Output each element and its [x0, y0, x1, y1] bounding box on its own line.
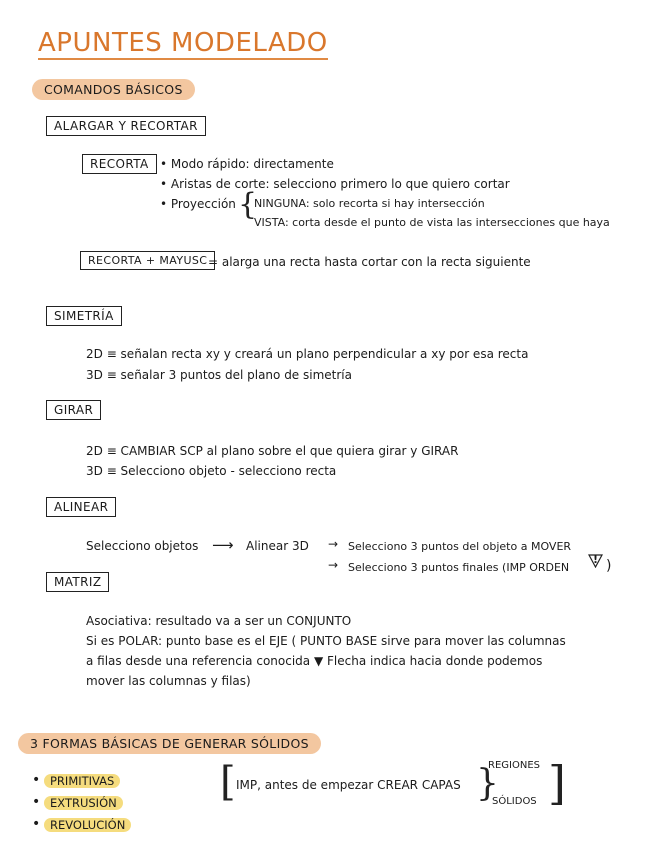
recorta-mayusc-box: RECORTA + MAYUSC [80, 251, 215, 270]
recorta-bullet-1: • Modo rápido: directamente [160, 157, 334, 171]
header-matriz: MATRIZ [46, 572, 109, 592]
regiones-label: REGIONES [488, 760, 540, 771]
matriz-mover: mover las columnas y filas) [86, 674, 251, 688]
alinear-close-paren: ) [606, 558, 612, 574]
proyeccion-ninguna: NINGUNA: solo recorta si hay intersección [254, 197, 485, 210]
header-alinear: ALINEAR [46, 497, 116, 517]
bullet-icon: • [32, 816, 41, 832]
right-brace: } [476, 763, 499, 804]
bullet-icon: • [32, 794, 41, 810]
matriz-polar: Si es POLAR: punto base es el EJE ( PUNTO BASE sirve para mover las columnas [86, 634, 566, 648]
right-bracket: ] [548, 756, 566, 810]
left-bracket: [ [220, 759, 236, 805]
recorta-bullet-3: • Proyección [160, 197, 236, 211]
section-label-solidos: 3 FORMAS BÁSICAS DE GENERAR SÓLIDOS [18, 733, 321, 754]
recorta-mayusc-text: = alarga una recta hasta cortar con la recta siguiente [208, 255, 531, 269]
alinear-finales: Selecciono 3 puntos finales (IMP ORDEN [348, 561, 570, 574]
header-simetria: SIMETRÍA [46, 306, 122, 326]
recorta-bullet-2: • Aristas de corte: selecciono primero lo que quiero cortar [160, 177, 510, 191]
item-primitivas: PRIMITIVAS [44, 774, 120, 788]
solidos-label: SÓLIDOS [492, 796, 537, 807]
arrow-right-icon: → [328, 537, 339, 551]
alinear-mover: Selecciono 3 puntos del objeto a MOVER [348, 540, 572, 553]
arrow-right-icon: ⟶ [212, 536, 234, 554]
simetria-3d: 3D ≡ señalar 3 puntos del plano de simetría [86, 368, 352, 382]
girar-2d: 2D ≡ CAMBIAR SCP al plano sobre el que quiera girar y GIRAR [86, 444, 459, 458]
proyeccion-vista: VISTA: corta desde el punto de vista las intersecciones que haya [254, 216, 610, 229]
arrow-right-icon: → [328, 558, 339, 572]
page-title: APUNTES MODELADO [38, 28, 328, 58]
header-girar: GIRAR [46, 400, 101, 420]
proyeccion-brace: { [238, 187, 258, 222]
warning-mark: ! [593, 553, 599, 566]
section-label-comandos: COMANDOS BÁSICOS [32, 79, 195, 100]
item-extrusion: EXTRUSIÓN [44, 796, 123, 810]
recorta-box: RECORTA [82, 154, 157, 174]
item-revolucion: REVOLUCIÓN [44, 818, 131, 832]
matriz-asociativa: Asociativa: resultado va a ser un CONJUNTO [86, 614, 352, 628]
simetria-2d: 2D ≡ señalan recta xy y creará un plano perpendicular a xy por esa recta [86, 347, 529, 361]
alinear-selecciono-objetos: Selecciono objetos [86, 539, 199, 553]
matriz-filas: a filas desde una referencia conocida ▼ Flecha indica hacia donde podemos [86, 654, 543, 668]
alinear-3d: Alinear 3D [246, 539, 309, 553]
bullet-icon: • [32, 772, 41, 788]
imp-crear-capas: IMP, antes de empezar CREAR CAPAS [236, 778, 461, 792]
girar-3d: 3D ≡ Selecciono objeto - selecciono recta [86, 464, 337, 478]
header-alargar-recortar: ALARGAR Y RECORTAR [46, 116, 206, 136]
